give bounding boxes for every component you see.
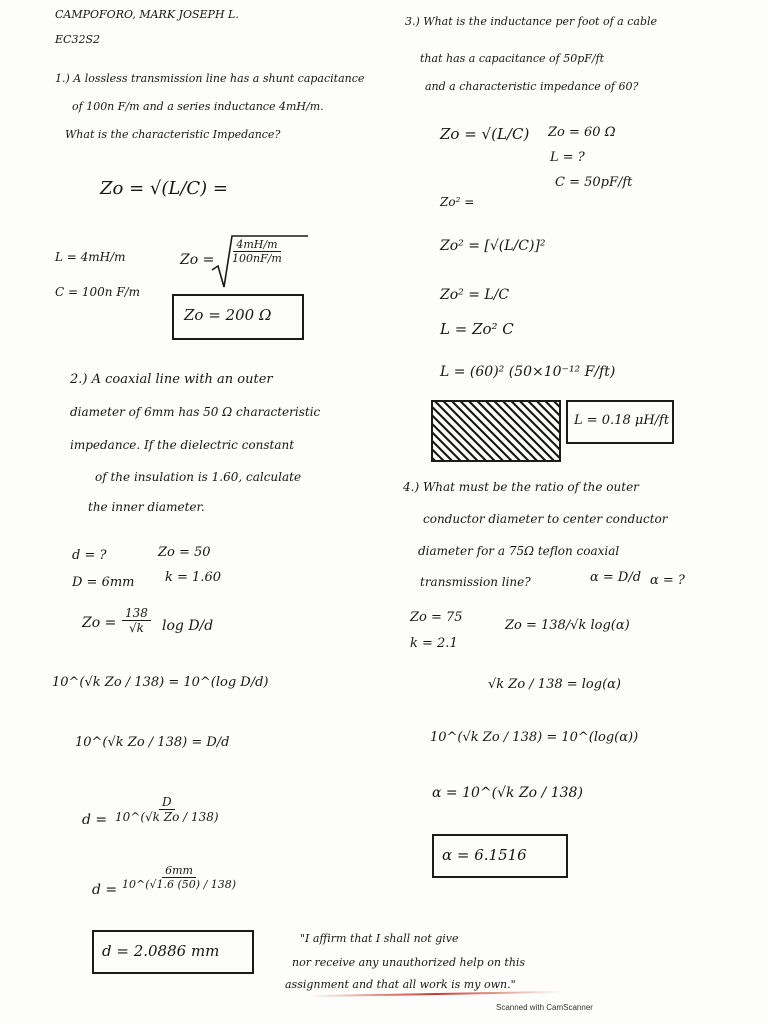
p4-eq-4: α = 10^(√k Zo / 138) <box>432 785 583 801</box>
p2-eq1-lhs: Zo = <box>82 615 117 631</box>
p4-given-Zo: Zo = 75 <box>410 610 463 625</box>
p3-formula: Zo = √(L/C) <box>440 125 530 143</box>
p2-eq4-fraction <box>115 795 219 824</box>
p2-eq1-den: √k <box>128 621 144 635</box>
student-id: EC32S2 <box>55 33 100 46</box>
affirmation-line-3: assignment and that all work is my own." <box>285 978 516 991</box>
p2-eq1-num: 138 <box>122 606 151 621</box>
p3-step-3: Zo² = L/C <box>440 287 510 303</box>
p1-sub-lhs: Zo = <box>180 252 215 268</box>
p2-statement-line-1: 2.) A coaxial line with an outer <box>70 372 273 387</box>
p2-statement-line-5: the inner diameter. <box>88 500 205 514</box>
p4-eq-3: 10^(√k Zo / 138) = 10^(log(α)) <box>430 730 639 745</box>
p1-answer-box <box>172 294 304 340</box>
p2-eq4-den: 10^(√k Zo / 138) <box>115 810 219 824</box>
p3-given-C: C = 50pF/ft <box>555 175 633 190</box>
p2-given-Zo: Zo = 50 <box>158 545 211 560</box>
p4-eq-2: √k Zo / 138 = log(α) <box>488 677 621 692</box>
p1-formula: Zo = √(L/C) = <box>100 178 228 199</box>
p3-step-1: Zo² = <box>440 195 475 209</box>
p3-answer: L = 0.18 μH/ft <box>574 413 670 428</box>
p2-answer-box <box>92 930 254 974</box>
p4-statement-line-1: 4.) What must be the ratio of the outer <box>403 480 639 494</box>
p2-statement-line-3: impedance. If the dielectric constant <box>70 438 295 452</box>
p1-answer: Zo = 200 Ω <box>184 306 272 324</box>
p4-answer-box <box>432 834 568 878</box>
p2-eq2: 10^(√k Zo / 138) = 10^(log D/d) <box>52 675 269 690</box>
p3-step-5: L = (60)² (50×10⁻¹² F/ft) <box>440 364 616 380</box>
p1-sub-den: 100nF/m <box>232 252 282 265</box>
p4-alpha-question: α = ? <box>650 573 685 588</box>
p2-answer: d = 2.0886 mm <box>102 942 220 960</box>
p4-statement-line-4: transmission line? <box>420 575 531 589</box>
p1-statement-line-3: What is the characteristic Impedance? <box>65 128 281 141</box>
red-pen-mark <box>310 991 560 997</box>
p4-given-k: k = 2.1 <box>410 636 458 651</box>
p1-given-C: C = 100n F/m <box>55 285 141 299</box>
p2-given-D: D = 6mm <box>72 575 135 590</box>
p1-statement-line-2: of 100n F/m and a series inductance 4mH/m. <box>72 100 324 113</box>
p1-given-L: L = 4mH/m <box>55 250 126 264</box>
p2-eq1-rhs: log D/d <box>162 618 214 634</box>
p3-statement-line-2: that has a capacitance of 50pF/ft <box>420 52 605 65</box>
p2-eq5-lhs: d = <box>92 882 118 898</box>
p2-statement-line-4: of the insulation is 1.60, calculate <box>95 470 302 484</box>
p2-given-d: d = ? <box>72 548 107 563</box>
p3-answer-box <box>566 400 674 444</box>
p1-sub-fraction <box>232 238 282 265</box>
p2-eq4-lhs: d = <box>82 812 108 828</box>
p3-given-L: L = ? <box>550 150 585 165</box>
p4-ratio-def: α = D/d <box>590 570 642 585</box>
p2-eq5-num: 6mm <box>162 864 196 878</box>
scanner-watermark: Scanned with CamScanner <box>496 1003 593 1012</box>
p3-step-4: L = Zo² C <box>440 320 514 338</box>
affirmation-line-2: nor receive any unauthorized help on this <box>292 956 526 969</box>
p4-answer: α = 6.1516 <box>442 846 527 864</box>
p4-statement-line-3: diameter for a 75Ω teflon coaxial <box>418 544 620 558</box>
p2-eq1-fraction <box>122 606 151 635</box>
student-name: CAMPOFORO, MARK JOSEPH L. <box>55 8 239 21</box>
p2-eq5-fraction <box>122 864 236 891</box>
p2-given-k: k = 1.60 <box>165 570 221 585</box>
affirmation-line-1: "I affirm that I shall not give <box>300 932 459 945</box>
p2-eq3: 10^(√k Zo / 138) = D/d <box>75 735 230 750</box>
p4-eq-1: Zo = 138/√k log(α) <box>505 618 630 633</box>
p1-statement-line-1: 1.) A lossless transmission line has a shunt capacitance <box>55 72 365 85</box>
p2-eq4-num: D <box>159 795 175 810</box>
p1-sub-num: 4mH/m <box>233 238 280 252</box>
p3-step-2: Zo² = [√(L/C)]² <box>440 238 546 254</box>
p3-given-Zo: Zo = 60 Ω <box>548 125 616 140</box>
p4-statement-line-2: conductor diameter to center conductor <box>423 512 668 526</box>
p3-statement-line-1: 3.) What is the inductance per foot of a cable <box>405 15 658 28</box>
p2-eq5-den: 10^(√1.6 (50) / 138) <box>122 878 237 891</box>
p3-statement-line-3: and a characteristic impedance of 60? <box>425 80 639 93</box>
p2-statement-line-2: diameter of 6mm has 50 Ω characteristic <box>70 405 321 419</box>
p3-crossed-out-work <box>431 400 561 462</box>
